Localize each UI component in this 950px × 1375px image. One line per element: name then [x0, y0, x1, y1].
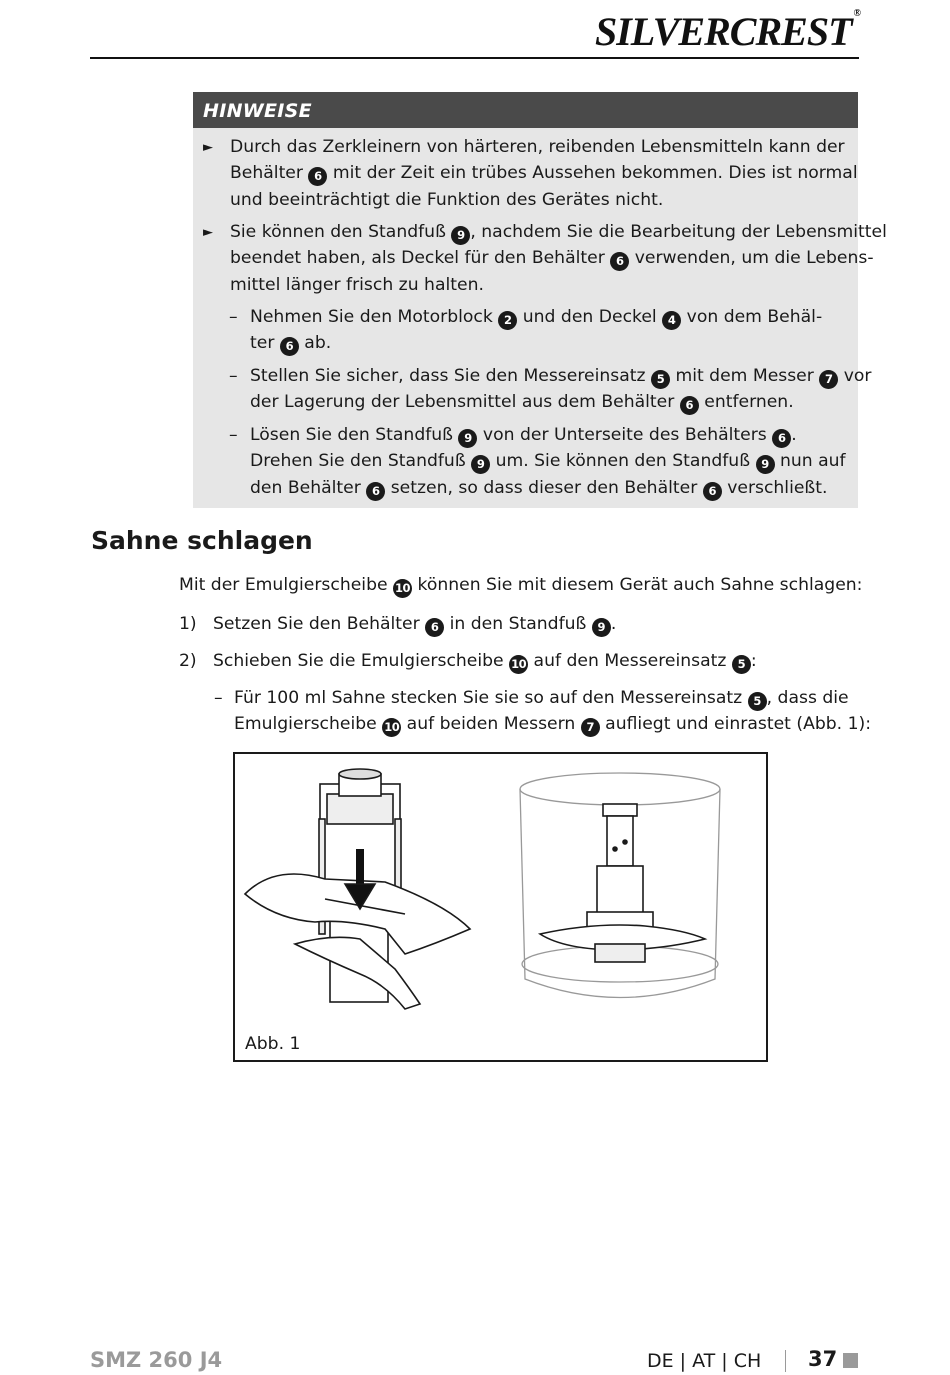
- step-1-text: Setzen Sie den Behälter 6 in den Standfuß 9 .: [213, 611, 616, 637]
- part-number-badge: 5: [651, 370, 670, 389]
- page-marker-square-icon: [843, 1353, 858, 1368]
- part-number-badge: 5: [732, 655, 751, 674]
- bullet-arrow-icon: ►: [203, 140, 213, 155]
- sub-step-dash: –: [214, 688, 223, 708]
- part-number-badge: 2: [498, 311, 517, 330]
- part-number-badge: 4: [662, 311, 681, 330]
- part-number-badge: 9: [451, 226, 470, 245]
- part-number-badge: 9: [471, 455, 490, 474]
- figure-caption: Abb. 1: [245, 1034, 301, 1054]
- part-number-badge: 6: [703, 482, 722, 501]
- part-number-badge: 6: [680, 396, 699, 415]
- part-number-badge: 10: [382, 718, 401, 737]
- bullet-arrow-icon: ►: [203, 225, 213, 240]
- part-number-badge: 6: [308, 167, 327, 186]
- part-number-badge: 6: [772, 429, 791, 448]
- part-number-badge: 5: [748, 692, 767, 711]
- part-number-badge: 7: [581, 718, 600, 737]
- part-number-badge: 10: [509, 655, 528, 674]
- part-number-badge: 7: [819, 370, 838, 389]
- part-number-badge: 6: [366, 482, 385, 501]
- page-number: 37: [808, 1347, 838, 1371]
- notes-box: HINWEISE ► Durch das Zerkleinern von härteren, reibenden Lebensmitteln kann der Behälter 6 mit der Zeit ein trübes Aussehen bekommen. Dies ist normal und beeinträchtigt die Funktion des Gerätes nicht. ► Sie können den Standfuß 9 , nachdem Sie die Bearbeitung der Lebensmittel beendet haben, als Deckel für den Behälter 6 verwenden, um die Lebens- mittel länger frisch zu halten. – Nehmen Sie den Motorblock 2 und den Deckel 4 von dem Behäl- ter 6 ab. – Stellen Sie sicher, dass Sie den Messereinsatz 5 mit dem Messer 7 vor der Lagerung der Lebensmittel aus dem Behälter 6 entfernen. – Lösen Sie den Standfuß 9 von der Unterseite des Behälters 6 . Drehen Sie den Standfuß 9 um. Sie können den Standfuß 9 nun auf den Behälter 6 setzen, so dass dieser den Behälter 6 verschließt.: [193, 92, 858, 508]
- part-number-badge: 10: [393, 579, 412, 598]
- figure-abb-1: [233, 752, 768, 1062]
- step-1: [179, 611, 197, 637]
- brand-logo: SILVERCREST ®: [594, 8, 860, 54]
- footer-model-number: SMZ 260 J4: [90, 1348, 223, 1372]
- step-number: 1): [179, 614, 197, 634]
- part-number-badge: 9: [458, 429, 477, 448]
- footer-languages: DE | AT | CH: [647, 1350, 762, 1372]
- part-number-badge: 6: [280, 337, 299, 356]
- header-divider: [90, 57, 859, 59]
- section-intro: Mit der Emulgierscheibe 10 können Sie mit diesem Gerät auch Sahne schlagen:: [179, 572, 862, 598]
- emulsifying-disc-illustration: [235, 754, 766, 1060]
- footer-divider: [785, 1350, 786, 1372]
- part-number-badge: 6: [425, 618, 444, 637]
- sub-step-text: Für 100 ml Sahne stecken Sie sie so auf den Messereinsatz 5 , dass die Emulgierscheibe 10 auf beiden Messern 7 aufliegt und einrastet (Abb. 1):: [234, 685, 871, 738]
- section-title: Sahne schlagen: [91, 526, 313, 555]
- part-number-badge: 6: [610, 252, 629, 271]
- step-2: [179, 648, 197, 674]
- part-number-badge: 9: [592, 618, 611, 637]
- step-2-text: Schieben Sie die Emulgierscheibe 10 auf den Messereinsatz 5 :: [213, 648, 757, 674]
- step-number: 2): [179, 651, 197, 671]
- part-number-badge: 9: [756, 455, 775, 474]
- notes-title: HINWEISE: [193, 92, 858, 128]
